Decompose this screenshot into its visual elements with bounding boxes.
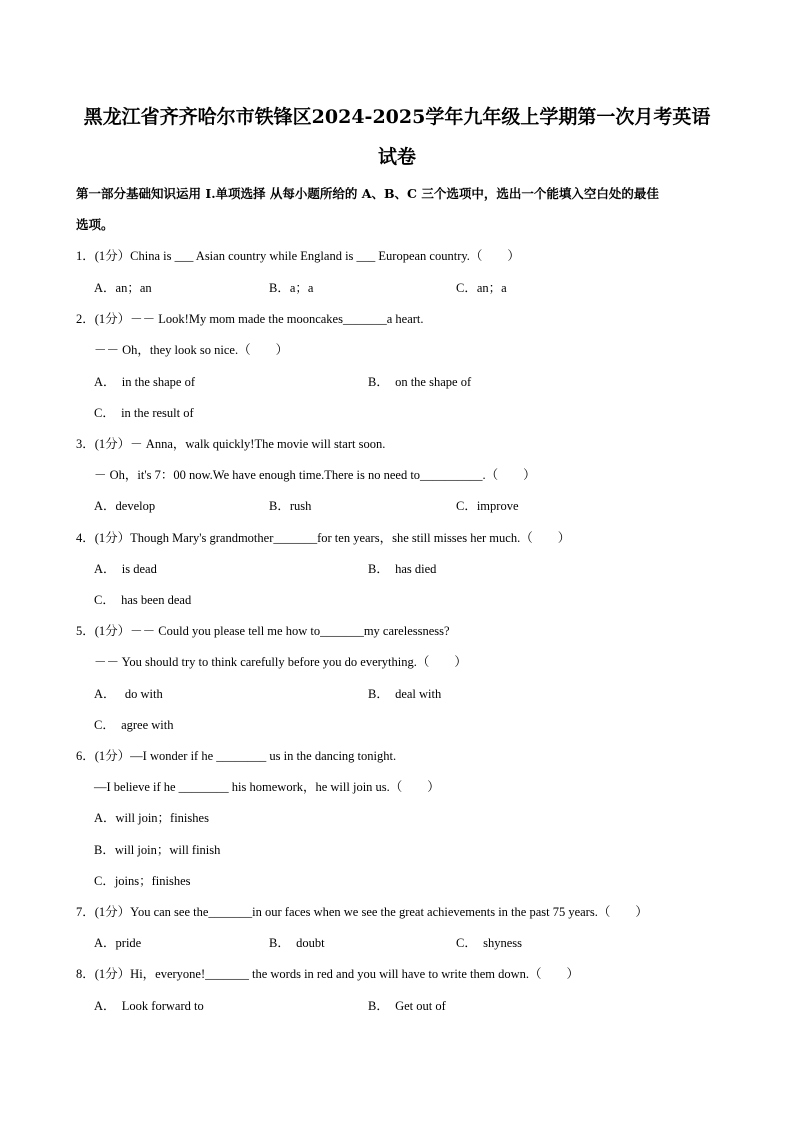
question-7-stem: 7．(1分）You can see the_______in our faces when we see the great achievements in the past 75 years.（ ）: [76, 905, 648, 919]
question-8-option-b: B． Get out of: [368, 999, 446, 1013]
question-6-option-b: B．will join；will finish: [94, 843, 221, 857]
question-7-option-a: A．pride: [94, 936, 142, 950]
question-7-option-b: B． doubt: [269, 936, 325, 950]
question-8-stem: 8．(1分）Hi，everyone!_______ the words in red and you will have to write them down.（ ）: [76, 967, 580, 981]
section-instruction-line-1: 第一部分基础知识运用 I.单项选择 从每小题所给的 A、B、C 三个选项中，选出一个能填入空白处的最佳: [76, 186, 659, 201]
question-4-option-b: B． has died: [368, 562, 437, 576]
question-3-stem: 3．(1分）－ Anna，walk quickly!The movie will start soon.: [76, 437, 386, 451]
question-5-reply: －－ You should try to think carefully before you do everything.（ ）: [94, 655, 467, 669]
question-1-option-b: B．a；a: [269, 281, 314, 295]
document-title-line-2: 试卷: [377, 146, 416, 168]
section-instruction-line-2: 选项。: [76, 217, 114, 232]
question-5-option-b: B． deal with: [368, 687, 442, 701]
question-6-option-a: A．will join；finishes: [94, 811, 209, 825]
question-2-stem: 2．(1分）－－ Look!My mom made the mooncakes_______a heart.: [76, 312, 424, 326]
question-3-option-c: C．improve: [456, 499, 519, 513]
question-2-option-b: B． on the shape of: [368, 375, 472, 389]
question-4-stem: 4．(1分）Though Mary's grandmother_______for ten years，she still misses her much.（ ）: [76, 531, 571, 545]
document-title-line-1: 黑龙江省齐齐哈尔市铁锋区2024-2025学年九年级上学期第一次月考英语: [83, 106, 711, 128]
question-3-option-b: B．rush: [269, 499, 312, 513]
question-5-option-a: A． do with: [94, 687, 163, 701]
question-8-option-a: A． Look forward to: [94, 999, 204, 1013]
question-3-reply: － Oh，it's 7：00 now.We have enough time.There is no need to__________.（ ）: [94, 468, 536, 482]
question-7-option-c: C． shyness: [456, 936, 522, 950]
question-1-option-c: C．an；a: [456, 281, 507, 295]
question-5-option-c: C． agree with: [94, 718, 174, 732]
question-3-option-a: A．develop: [94, 499, 156, 513]
question-1-option-a: A．an；an: [94, 281, 152, 295]
question-2-option-c: C． in the result of: [94, 406, 194, 420]
question-1-stem: 1．(1分）China is ___ Asian country while England is ___ European country.（ ）: [76, 249, 520, 263]
question-6-reply: —I believe if he ________ his homework，he will join us.（ ）: [94, 780, 440, 794]
question-6-stem: 6．(1分）—I wonder if he ________ us in the dancing tonight.: [76, 749, 397, 763]
question-2-reply: －－ Oh，they look so nice.（ ）: [94, 343, 289, 357]
question-4-option-a: A． is dead: [94, 562, 157, 576]
question-5-stem: 5．(1分）－－ Could you please tell me how to_______my carelessness?: [76, 624, 450, 638]
question-6-option-c: C．joins；finishes: [94, 874, 191, 888]
question-2-option-a: A． in the shape of: [94, 375, 196, 389]
question-4-option-c: C． has been dead: [94, 593, 192, 607]
